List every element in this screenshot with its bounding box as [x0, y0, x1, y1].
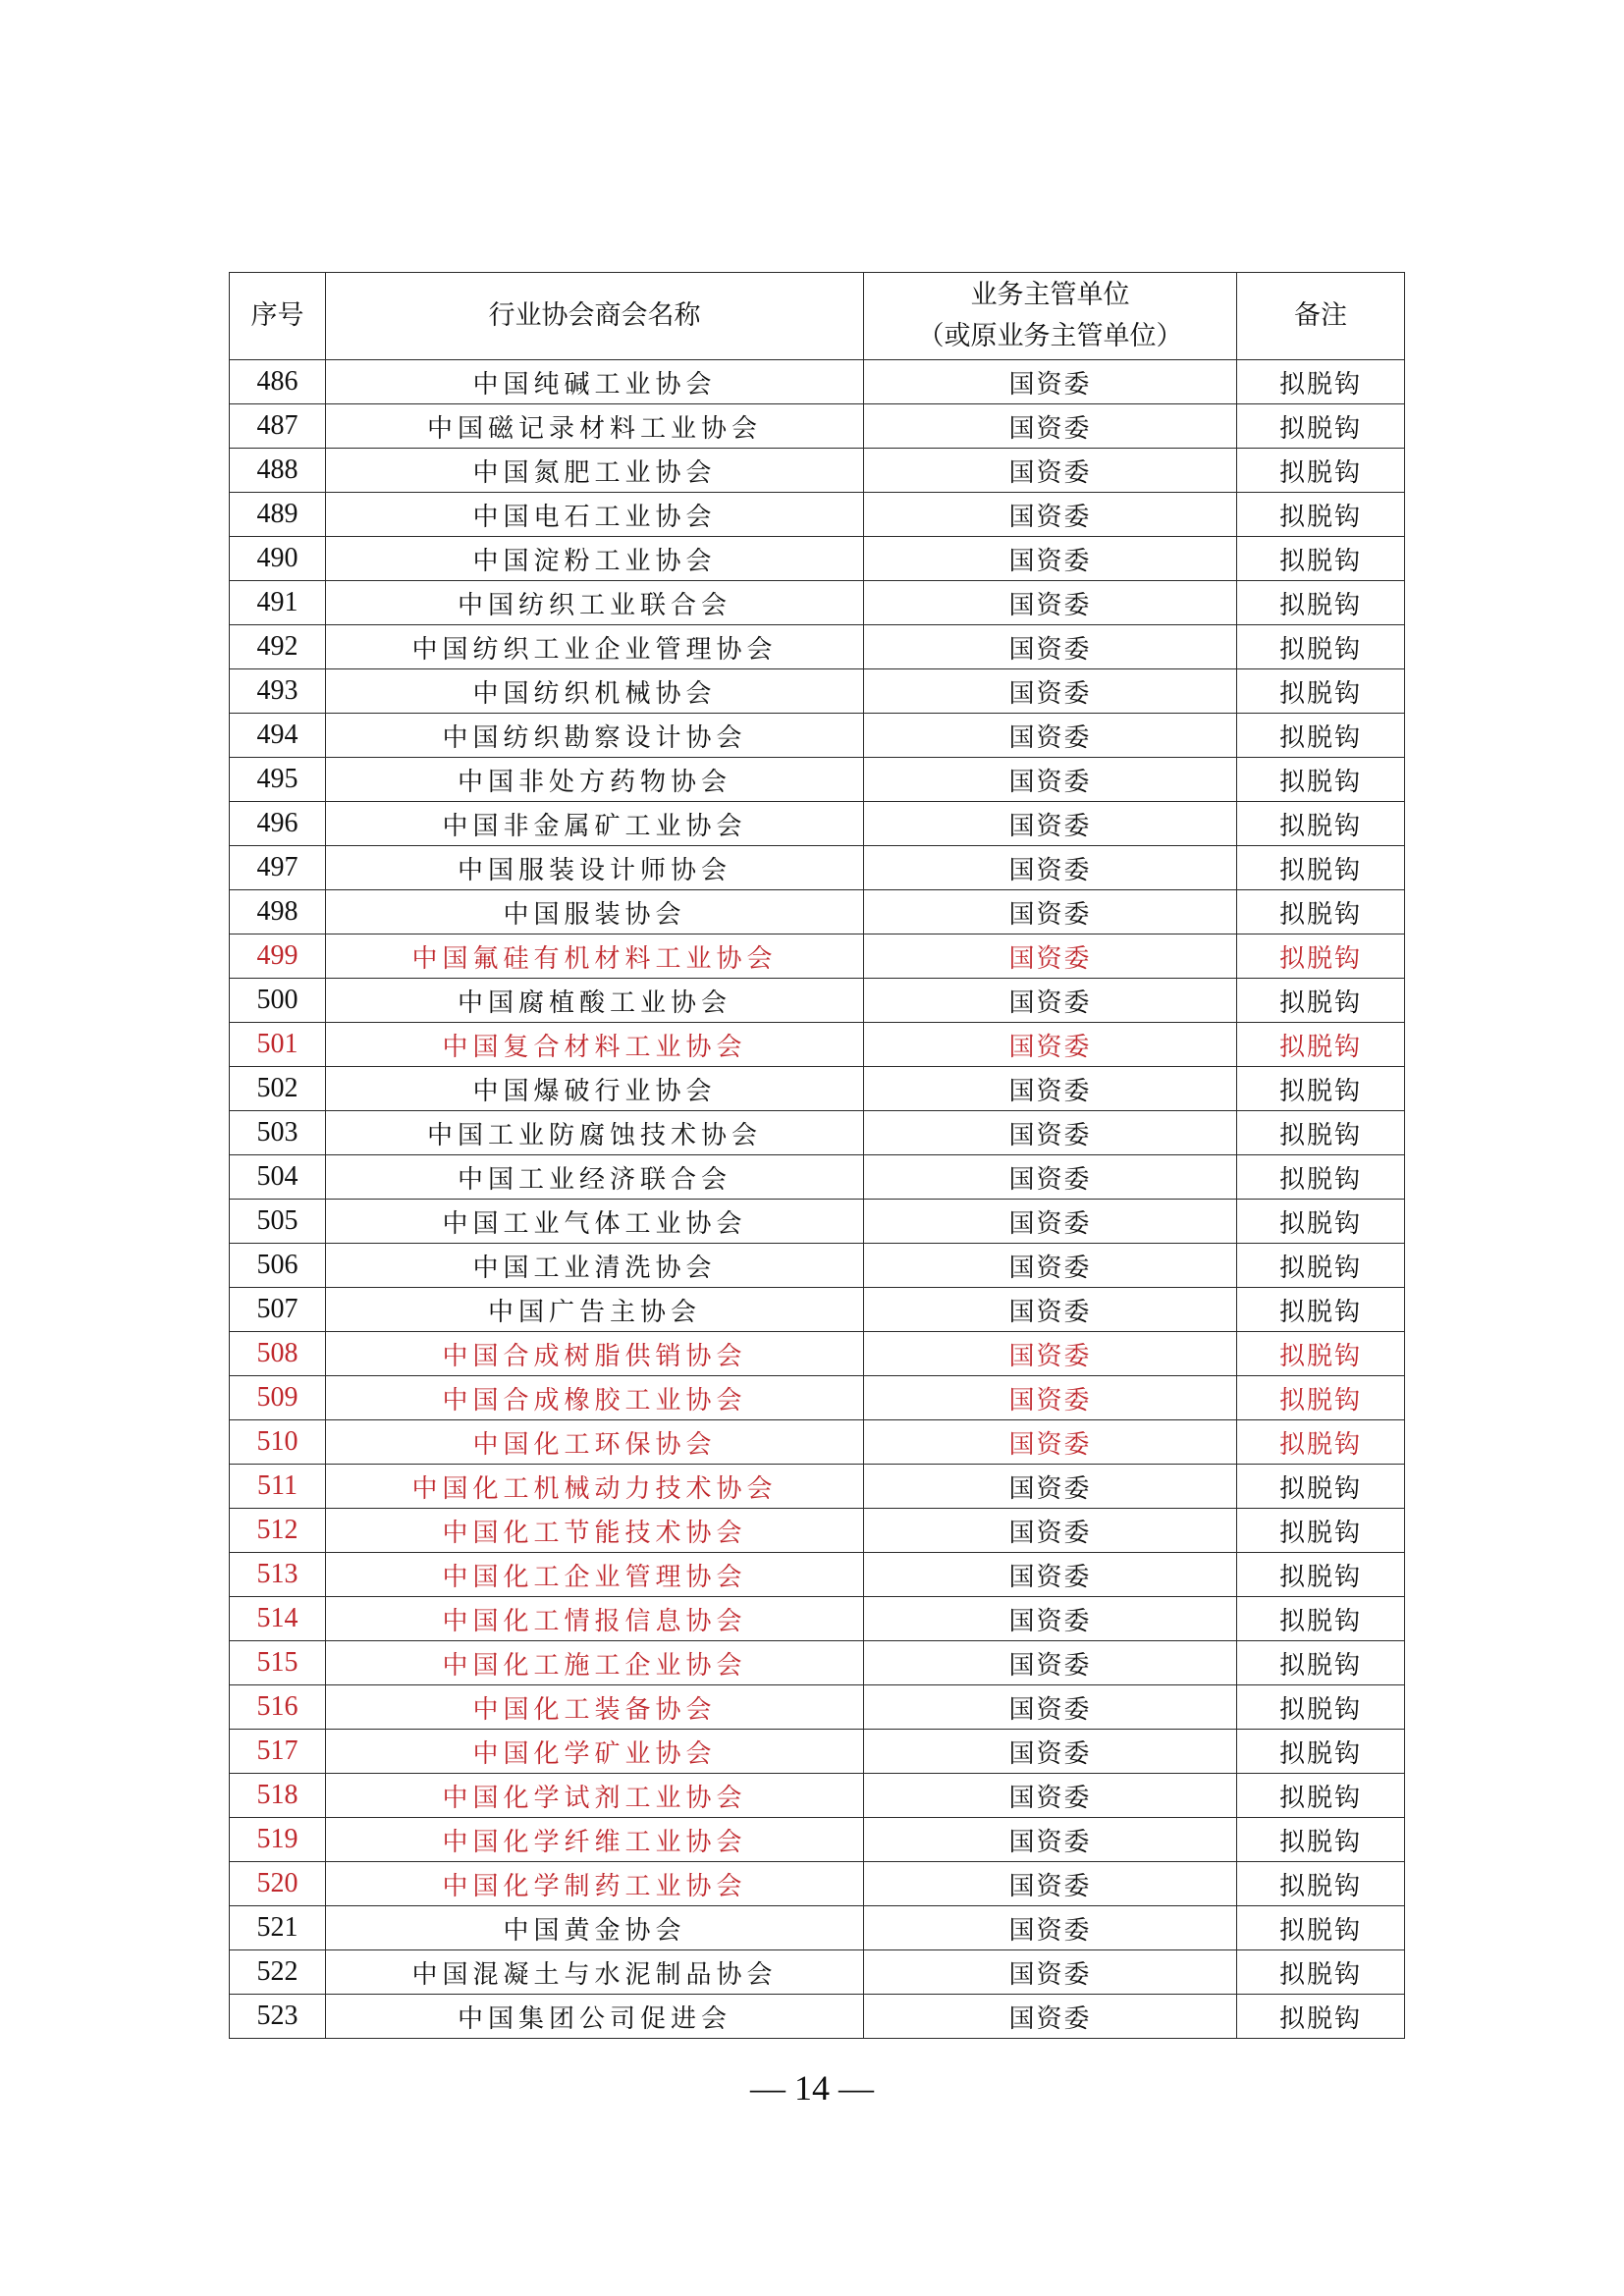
row-remarks: 拟脱钩 — [1237, 493, 1405, 537]
table-row — [230, 1332, 1405, 1376]
header-supervising-unit-line1: 业务主管单位 — [970, 280, 1130, 310]
row-serial-number: 513 — [230, 1553, 326, 1597]
row-remarks: 拟脱钩 — [1237, 1553, 1405, 1597]
row-supervising-unit: 国资委 — [864, 1685, 1237, 1730]
row-supervising-unit: 国资委 — [864, 360, 1237, 404]
row-supervising-unit: 国资委 — [864, 1509, 1237, 1553]
row-association-name: 中国集团公司促进会 — [326, 1995, 864, 2039]
row-association-name: 中国纺织工业企业管理协会 — [326, 625, 864, 669]
row-remarks: 拟脱钩 — [1237, 890, 1405, 934]
table-row — [230, 714, 1405, 758]
row-supervising-unit: 国资委 — [864, 493, 1237, 537]
row-serial-number: 523 — [230, 1995, 326, 2039]
row-supervising-unit: 国资委 — [864, 846, 1237, 890]
table-row — [230, 846, 1405, 890]
row-supervising-unit: 国资委 — [864, 1332, 1237, 1376]
row-supervising-unit: 国资委 — [864, 1597, 1237, 1641]
table-row — [230, 1906, 1405, 1950]
row-serial-number: 507 — [230, 1288, 326, 1332]
row-association-name: 中国化学纤维工业协会 — [326, 1818, 864, 1862]
row-serial-number: 518 — [230, 1774, 326, 1818]
row-association-name: 中国纺织机械协会 — [326, 669, 864, 714]
table-row — [230, 802, 1405, 846]
row-remarks: 拟脱钩 — [1237, 1509, 1405, 1553]
row-association-name: 中国工业经济联合会 — [326, 1155, 864, 1200]
table-row — [230, 1995, 1405, 2039]
association-table — [229, 272, 1405, 2039]
row-serial-number: 517 — [230, 1730, 326, 1774]
row-association-name: 中国广告主协会 — [326, 1288, 864, 1332]
row-remarks: 拟脱钩 — [1237, 1950, 1405, 1995]
table-row — [230, 1818, 1405, 1862]
row-association-name: 中国纺织勘察设计协会 — [326, 714, 864, 758]
row-supervising-unit: 国资委 — [864, 1553, 1237, 1597]
row-remarks: 拟脱钩 — [1237, 1685, 1405, 1730]
row-remarks: 拟脱钩 — [1237, 714, 1405, 758]
row-remarks: 拟脱钩 — [1237, 449, 1405, 493]
row-serial-number: 512 — [230, 1509, 326, 1553]
row-remarks: 拟脱钩 — [1237, 1067, 1405, 1111]
row-supervising-unit: 国资委 — [864, 890, 1237, 934]
row-serial-number: 499 — [230, 934, 326, 979]
row-association-name: 中国非处方药物协会 — [326, 758, 864, 802]
row-serial-number: 509 — [230, 1376, 326, 1420]
table-row — [230, 1067, 1405, 1111]
row-supervising-unit: 国资委 — [864, 1200, 1237, 1244]
row-remarks: 拟脱钩 — [1237, 581, 1405, 625]
row-association-name: 中国化工装备协会 — [326, 1685, 864, 1730]
table-row — [230, 1288, 1405, 1332]
table-row — [230, 979, 1405, 1023]
row-association-name: 中国工业防腐蚀技术协会 — [326, 1111, 864, 1155]
row-supervising-unit: 国资委 — [864, 802, 1237, 846]
row-supervising-unit: 国资委 — [864, 1950, 1237, 1995]
row-serial-number: 494 — [230, 714, 326, 758]
row-supervising-unit: 国资委 — [864, 979, 1237, 1023]
row-association-name: 中国磁记录材料工业协会 — [326, 404, 864, 449]
table-row — [230, 1200, 1405, 1244]
row-serial-number: 505 — [230, 1200, 326, 1244]
row-supervising-unit: 国资委 — [864, 404, 1237, 449]
row-serial-number: 516 — [230, 1685, 326, 1730]
row-serial-number: 503 — [230, 1111, 326, 1155]
row-association-name: 中国化工机械动力技术协会 — [326, 1465, 864, 1509]
table-row — [230, 1509, 1405, 1553]
row-association-name: 中国服装协会 — [326, 890, 864, 934]
table-row — [230, 1023, 1405, 1067]
table-row — [230, 1685, 1405, 1730]
row-supervising-unit: 国资委 — [864, 1376, 1237, 1420]
row-serial-number: 502 — [230, 1067, 326, 1111]
row-supervising-unit: 国资委 — [864, 449, 1237, 493]
row-supervising-unit: 国资委 — [864, 625, 1237, 669]
table-row — [230, 1641, 1405, 1685]
row-remarks: 拟脱钩 — [1237, 1774, 1405, 1818]
row-supervising-unit: 国资委 — [864, 669, 1237, 714]
row-serial-number: 495 — [230, 758, 326, 802]
table-row — [230, 1376, 1405, 1420]
row-serial-number: 520 — [230, 1862, 326, 1906]
row-serial-number: 490 — [230, 537, 326, 581]
row-remarks: 拟脱钩 — [1237, 537, 1405, 581]
page-number: — 14 — — [750, 2068, 874, 2108]
row-remarks: 拟脱钩 — [1237, 802, 1405, 846]
table-row — [230, 1553, 1405, 1597]
row-association-name: 中国腐植酸工业协会 — [326, 979, 864, 1023]
row-supervising-unit: 国资委 — [864, 1906, 1237, 1950]
table-row — [230, 1597, 1405, 1641]
row-remarks: 拟脱钩 — [1237, 1288, 1405, 1332]
header-association-name: 行业协会商会名称 — [326, 273, 864, 360]
row-supervising-unit: 国资委 — [864, 1288, 1237, 1332]
row-serial-number: 522 — [230, 1950, 326, 1995]
row-supervising-unit: 国资委 — [864, 714, 1237, 758]
table-row — [230, 1155, 1405, 1200]
row-serial-number: 497 — [230, 846, 326, 890]
row-remarks: 拟脱钩 — [1237, 1818, 1405, 1862]
row-serial-number: 498 — [230, 890, 326, 934]
header-serial-number: 序号 — [230, 273, 326, 360]
table-header-row — [230, 273, 1405, 360]
row-association-name: 中国化学制药工业协会 — [326, 1862, 864, 1906]
row-remarks: 拟脱钩 — [1237, 1641, 1405, 1685]
row-supervising-unit: 国资委 — [864, 1818, 1237, 1862]
row-supervising-unit: 国资委 — [864, 1155, 1237, 1200]
row-supervising-unit: 国资委 — [864, 1465, 1237, 1509]
row-association-name: 中国复合材料工业协会 — [326, 1023, 864, 1067]
row-supervising-unit: 国资委 — [864, 1774, 1237, 1818]
row-association-name: 中国混凝土与水泥制品协会 — [326, 1950, 864, 1995]
row-association-name: 中国爆破行业协会 — [326, 1067, 864, 1111]
row-supervising-unit: 国资委 — [864, 1023, 1237, 1067]
row-remarks: 拟脱钩 — [1237, 1420, 1405, 1465]
row-remarks: 拟脱钩 — [1237, 1995, 1405, 2039]
row-serial-number: 493 — [230, 669, 326, 714]
table-row — [230, 625, 1405, 669]
table-row — [230, 404, 1405, 449]
row-remarks: 拟脱钩 — [1237, 846, 1405, 890]
row-remarks: 拟脱钩 — [1237, 1332, 1405, 1376]
row-serial-number: 515 — [230, 1641, 326, 1685]
row-association-name: 中国化工企业管理协会 — [326, 1553, 864, 1597]
row-supervising-unit: 国资委 — [864, 1641, 1237, 1685]
row-serial-number: 487 — [230, 404, 326, 449]
row-supervising-unit: 国资委 — [864, 1420, 1237, 1465]
row-serial-number: 492 — [230, 625, 326, 669]
row-serial-number: 504 — [230, 1155, 326, 1200]
row-association-name: 中国合成橡胶工业协会 — [326, 1376, 864, 1420]
row-association-name: 中国纯碱工业协会 — [326, 360, 864, 404]
table-row — [230, 934, 1405, 979]
row-serial-number: 496 — [230, 802, 326, 846]
row-association-name: 中国服装设计师协会 — [326, 846, 864, 890]
row-association-name: 中国化工施工企业协会 — [326, 1641, 864, 1685]
table-row — [230, 890, 1405, 934]
row-serial-number: 489 — [230, 493, 326, 537]
table-row — [230, 1774, 1405, 1818]
row-supervising-unit: 国资委 — [864, 758, 1237, 802]
row-association-name: 中国化工环保协会 — [326, 1420, 864, 1465]
row-remarks: 拟脱钩 — [1237, 669, 1405, 714]
row-association-name: 中国化学试剂工业协会 — [326, 1774, 864, 1818]
row-supervising-unit: 国资委 — [864, 934, 1237, 979]
table-row — [230, 1420, 1405, 1465]
table-row — [230, 669, 1405, 714]
row-association-name: 中国纺织工业联合会 — [326, 581, 864, 625]
row-remarks: 拟脱钩 — [1237, 934, 1405, 979]
row-supervising-unit: 国资委 — [864, 1244, 1237, 1288]
table-row — [230, 1465, 1405, 1509]
row-remarks: 拟脱钩 — [1237, 1111, 1405, 1155]
row-association-name: 中国工业清洗协会 — [326, 1244, 864, 1288]
row-supervising-unit: 国资委 — [864, 581, 1237, 625]
table-row — [230, 1244, 1405, 1288]
row-serial-number: 486 — [230, 360, 326, 404]
row-serial-number: 501 — [230, 1023, 326, 1067]
table-row — [230, 581, 1405, 625]
row-serial-number: 519 — [230, 1818, 326, 1862]
row-supervising-unit: 国资委 — [864, 537, 1237, 581]
row-supervising-unit: 国资委 — [864, 1730, 1237, 1774]
row-supervising-unit: 国资委 — [864, 1111, 1237, 1155]
row-serial-number: 514 — [230, 1597, 326, 1641]
row-remarks: 拟脱钩 — [1237, 1376, 1405, 1420]
row-supervising-unit: 国资委 — [864, 1067, 1237, 1111]
table-row — [230, 1730, 1405, 1774]
row-remarks: 拟脱钩 — [1237, 1862, 1405, 1906]
row-association-name: 中国化工情报信息协会 — [326, 1597, 864, 1641]
row-association-name: 中国氮肥工业协会 — [326, 449, 864, 493]
row-remarks: 拟脱钩 — [1237, 758, 1405, 802]
table-row — [230, 758, 1405, 802]
row-remarks: 拟脱钩 — [1237, 979, 1405, 1023]
table-row — [230, 449, 1405, 493]
table-row — [230, 1862, 1405, 1906]
row-association-name: 中国淀粉工业协会 — [326, 537, 864, 581]
row-association-name: 中国化学矿业协会 — [326, 1730, 864, 1774]
row-remarks: 拟脱钩 — [1237, 1730, 1405, 1774]
row-association-name: 中国电石工业协会 — [326, 493, 864, 537]
table-row — [230, 360, 1405, 404]
row-serial-number: 521 — [230, 1906, 326, 1950]
table-row — [230, 537, 1405, 581]
row-serial-number: 511 — [230, 1465, 326, 1509]
row-remarks: 拟脱钩 — [1237, 1597, 1405, 1641]
row-remarks: 拟脱钩 — [1237, 360, 1405, 404]
row-association-name: 中国黄金协会 — [326, 1906, 864, 1950]
row-association-name: 中国非金属矿工业协会 — [326, 802, 864, 846]
row-supervising-unit: 国资委 — [864, 1995, 1237, 2039]
row-serial-number: 506 — [230, 1244, 326, 1288]
table-row — [230, 1111, 1405, 1155]
row-remarks: 拟脱钩 — [1237, 1244, 1405, 1288]
header-supervising-unit — [864, 273, 1237, 360]
row-remarks: 拟脱钩 — [1237, 1200, 1405, 1244]
row-remarks: 拟脱钩 — [1237, 1023, 1405, 1067]
row-remarks: 拟脱钩 — [1237, 625, 1405, 669]
row-remarks: 拟脱钩 — [1237, 1465, 1405, 1509]
table-body — [230, 360, 1405, 2039]
row-serial-number: 510 — [230, 1420, 326, 1465]
row-serial-number: 488 — [230, 449, 326, 493]
row-serial-number: 500 — [230, 979, 326, 1023]
row-remarks: 拟脱钩 — [1237, 404, 1405, 449]
row-association-name: 中国合成树脂供销协会 — [326, 1332, 864, 1376]
row-serial-number: 491 — [230, 581, 326, 625]
row-association-name: 中国工业气体工业协会 — [326, 1200, 864, 1244]
row-remarks: 拟脱钩 — [1237, 1155, 1405, 1200]
header-remarks: 备注 — [1237, 273, 1405, 360]
row-supervising-unit: 国资委 — [864, 1862, 1237, 1906]
table-row — [230, 493, 1405, 537]
row-serial-number: 508 — [230, 1332, 326, 1376]
table-row — [230, 1950, 1405, 1995]
header-supervising-unit-line2: （或原业务主管单位） — [917, 321, 1183, 351]
row-association-name: 中国氟硅有机材料工业协会 — [326, 934, 864, 979]
row-association-name: 中国化工节能技术协会 — [326, 1509, 864, 1553]
row-remarks: 拟脱钩 — [1237, 1906, 1405, 1950]
